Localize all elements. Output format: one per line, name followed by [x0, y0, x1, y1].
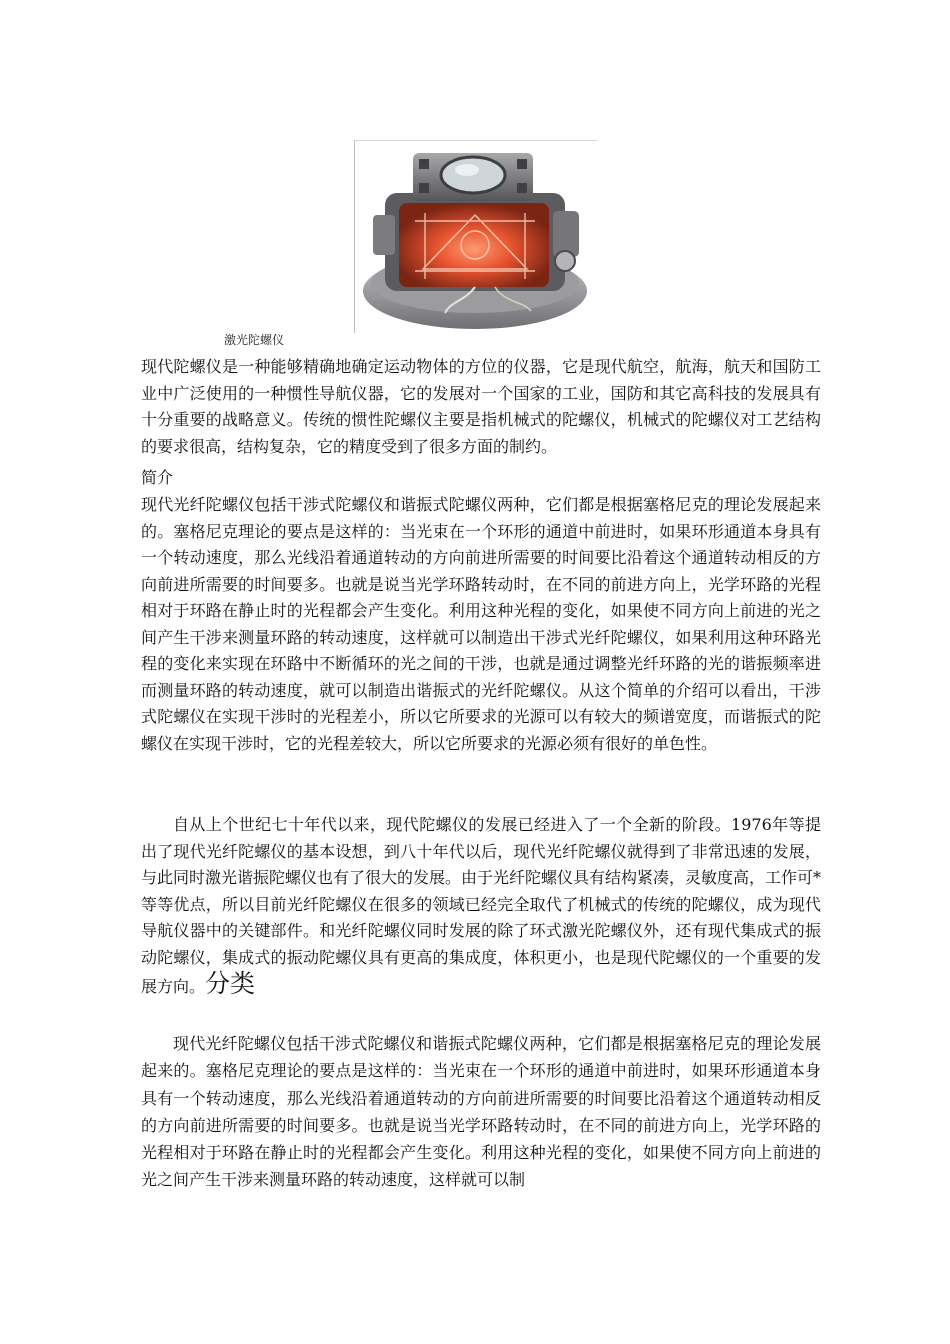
section-heading-intro: 简介	[141, 468, 174, 487]
section-heading-classify: 分类	[205, 969, 256, 998]
history-paragraph	[141, 812, 821, 1001]
figure-caption: 激光陀螺仪	[224, 333, 285, 347]
classification-paragraph: 现代光纤陀螺仪包括干涉式陀螺仪和谐振式陀螺仪两种，它们都是根据塞格尼克的理论发展起来的。塞格尼克理论的要点是这样的：当光束在一个环形的通道中前进时，如果环形通道本身具有一个转动速度，那么光线沿着通道转动的方向前进所需要的时间要比沿着这个通道转动相反的方向前进所需要的时间要多。也就是说当光学环路转动时，在不同的前进方向上，光学环路的光程相对于环路在静止时的光程都会产生变化。利用这种光程的变化，如果使不同方向上前进的光之间产生干涉来测量环路的转动速度，这样就可以制	[141, 1034, 821, 1190]
history-text: 自从上个世纪七十年代以来，现代陀螺仪的发展已经进入了一个全新的阶段。1976年等提出了现代光纤陀螺仪的基本设想，到八十年代以后，现代光纤陀螺仪就得到了非常迅速的发展，与此同时激光谐振陀螺仪也有了很大的发展。由于光纤陀螺仪具有结构紧凑，灵敏度高，工作可*等等优点，所以目前光纤陀螺仪在很多的领域已经完全取代了机械式的传统的陀螺仪，成为现代导航仪器中的关键部件。和光纤陀螺仪同时发展的除了环式激光陀螺仪外，还有现代集成式的振动陀螺仪，集成式的振动陀螺仪具有更高的集成度，体积更小，也是现代陀螺仪的一个重要的发展方向。	[141, 815, 822, 996]
side-knob	[555, 251, 575, 271]
intro-paragraph: 现代陀螺仪是一种能够精确地确定运动物体的方位的仪器，它是现代航空，航海，航天和国防工业中广泛使用的一种惯性导航仪器，它的发展对一个国家的工业，国防和其它高科技的发展具有十分重要的战略意义。传统的惯性陀螺仪主要是指机械式的陀螺仪，机械式的陀螺仪对工艺结构的要求很高，结构复杂，它的精度受到了很多方面的制约。	[141, 357, 821, 456]
principle-paragraph: 现代光纤陀螺仪包括干涉式陀螺仪和谐振式陀螺仪两种，它们都是根据塞格尼克的理论发展起来的。塞格尼克理论的要点是这样的：当光束在一个环形的通道中前进时，如果环形通道本身具有一个转动速度，那么光线沿着通道转动的方向前进所需要的时间要比沿着这个通道转动相反的方向前进所需要的时间要多。也就是说当光学环路转动时，在不同的前进方向上，光学环路的光程相对于环路在静止时的光程都会产生变化。利用这种光程的变化，如果使不同方向上前进的光之间产生干涉来测量环路的转动速度，这样就可以制造出干涉式光纤陀螺仪，如果利用这种环路光程的变化来实现在环路中不断循环的光之间的干涉，也就是通过调整光纤环路的光的谐振频率进而测量环路的转动速度，就可以制造出谐振式的光纤陀螺仪。从这个简单的介绍可以看出，干涉式陀螺仪在实现干涉时的光程差小，所以它所要求的光源可以有较大的频谱宽度，而谐振式的陀螺仪在实现干涉时，它的光程差较大，所以它所要求的光源必须有很好的单色性。	[141, 495, 821, 753]
laser-gyroscope-photo	[354, 140, 597, 333]
gyroscope-illustration	[355, 141, 597, 333]
